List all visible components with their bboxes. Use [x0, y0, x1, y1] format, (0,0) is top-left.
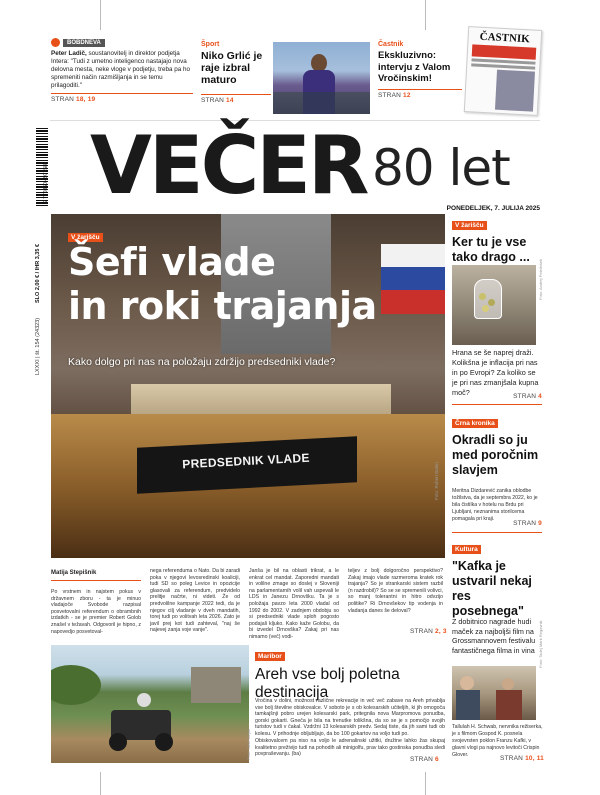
top-teaser-sport-photo: [273, 42, 370, 114]
side-prices-photo-credit: Foto: Andrej Petelinšek: [538, 258, 543, 300]
issue-vertical: LXXXI | št. 154 (24323): [35, 317, 41, 375]
side-story-prices[interactable]: [452, 214, 542, 265]
side-culture-page: STRAN 10, 11: [500, 755, 544, 762]
bottom-section: Maribor: [255, 652, 285, 661]
bottom-page-ref: STRAN 6: [410, 756, 439, 763]
side-crime-headline: Okradli so ju med poročnim slavjem: [452, 433, 539, 477]
teaser-sport-headline: Niko Grlić je raje izbral maturo: [201, 50, 263, 86]
lead-text-col4: teljev z bolj dolgoročno perspektivo? Zakaj imajo vlade razmeroma kratek rok trajanja? So je strankarski sistem razbil (n razdrobil)? So se se spremenili volivci, so manj tolerantni in hitro odvzijo politike? Ri Drnovšekov tip vodenja in vladanja danes še deloval?: [348, 568, 443, 614]
bottom-photo-credit: Foto: Sašo Bizjak: [246, 728, 251, 760]
lead-author: Matija Stepišnik: [51, 570, 97, 576]
lead-section-tag: V žarišču: [68, 226, 103, 244]
lead-photo-credit: Foto: Robert Balen: [434, 462, 439, 500]
side-culture-headline: "Kafka je ustvaril nekaj res posebnega": [452, 559, 532, 618]
castnik-front-page-thumbnail[interactable]: [464, 26, 542, 116]
top-teaser-sport[interactable]: [201, 41, 271, 104]
lead-subhead: Kako dolgo pri nas na položaju zdržijo predsedniki vlade?: [68, 356, 336, 368]
teaser-interview-bold: Peter Ladič,: [51, 50, 87, 57]
teaser-castnik-page: STRAN 12: [378, 89, 462, 99]
teaser-castnik-headline: Ekskluzivno: intervju z Valom Vročinskim!: [378, 50, 451, 84]
side-culture-text: Z dobitnico nagrade hudi maček za najboljši film na Grossmannovem festivalu fantastičnega filma in vina: [452, 617, 536, 655]
side-story-crime[interactable]: [452, 412, 542, 478]
barcode-number: 9 770350 497158: [43, 164, 49, 203]
teaser-castnik-section: Častnik: [378, 41, 404, 48]
side-prices-headline: Ker tu je vse tako drago ...: [452, 235, 530, 264]
castnik-logo: ČASTNIK: [479, 30, 531, 46]
bob-dneva-logo: BOBDNEVA: [51, 38, 193, 47]
side-prices-section: V žarišču: [452, 221, 487, 230]
lead-headline: Šefi vlade in roki trajanja: [68, 240, 377, 328]
bottom-text: Vročina v dolini, možnost različne rekreacije in več več zabave na Areh privablja vse bolj številne obiskovalce. V soboto je s ob kolesarskih učiteljih, ki jih omogoča tamkajšnji pobro urejen kolesarski park, pritegnila nova Marpromova ponudba, gorski gokarti. Gneča je bila na trenutke tolikšna, da so se je s pomočjo svojih turistov tudi v čakal. Vzdržni 13 kolesarskih predv. Sedaj tiste, da jih sami tudi ob kolesu. V prihodnje obljubljajo, da bo 100 gokartov na voljo tudi po.: [255, 698, 445, 737]
teaser-sport-section: Šport: [201, 41, 220, 48]
side-crime-text: Meritna Dizdarević zanika oblodbe tožilstva, da je septembra 2022, ko je bila čistilka v hotelu na Brdu pri Ljubljani, neznanima storilcema pomagala pri kraji.: [452, 488, 538, 522]
side-culture-section: Kultura: [452, 545, 481, 554]
masthead-date: PONEDELJEK, 7. JULIJA 2025: [446, 205, 540, 212]
lead-text-col3: Janša je bil na oblasti trikrat, a le enkrat cel mandat. Zaporedni mandati in volilne zmage so doslej v Sloveniji na parlamentarnih volil vah uspevali le LDS in Janezu Drnovšku. Ta je s položaja pavzo leta 2000 vladal od 1992 do 2002. V zadnjem obdobju so si predsedniki vlade sploh pogosto podajali kljuko. Kako kaže Golobu, da bi izvedel Drnovška? Zakaj pri nas nimamo (več) vodi-: [249, 568, 339, 640]
price-vertical: SLO 2,00 € / IHR 3,35 €: [35, 243, 41, 303]
teaser-sport-page: STRAN 14: [201, 94, 271, 104]
bottom-text2: Obiskovalcem pa niso na voljo le adrenalinski užitki, družine lahko žas skupaj kvalitetno preživijo tudi na pohodih ali minigolfu, prav tako gostinska ponudba sledi povpraševanju. (ba): [255, 738, 445, 758]
side-crime-section: Črna kronika: [452, 419, 498, 428]
teaser-interview-text: soustanovitelj in direktor podjetja Intera: "Tudi z umetno inteligenco nastajajo nova delovna mesta, neke vloge v podjetju, treba pa ho spremeniti način razmišljanja in se temu prilagoditi.": [51, 50, 190, 89]
side-crime-page: STRAN 9: [513, 520, 542, 527]
side-culture-text2: Tallulah H. Schwab, nervnika režiserka, je s filmom Gospod K. posnela svojevrsten poklon Franzu Kafki, v glavni vlogi pa najnovo levitoči Crispin Glover.: [452, 724, 543, 758]
bob-dneva-logo-icon: [51, 38, 60, 47]
lead-page-ref: STRAN 2, 3: [410, 628, 447, 635]
side-story-culture[interactable]: [452, 538, 544, 619]
side-culture-photo-credit: Foto: Tadej Mark Regovnik: [538, 620, 543, 668]
masthead-title: VEČER: [90, 119, 367, 212]
lead-text-col2: nega referenduma o Nato. Da bi zaradi poka v njegovi levosredinski koaliciji, tudi SD so poleg Levice in opozicije glasovali za referendum, predvidelo prelitje načrte, ni videti. Že od predvolilne kampanje 2022 tedi, da je njegov cilj vladanje v dveh mandatih, torej tudi po volitvah leta 2026. Zato je javil prej kot tudi zahteval, "naj še najevej zanja voje vanje".: [150, 568, 240, 634]
side-prices-photo: [452, 265, 536, 345]
bottom-photo[interactable]: [51, 645, 249, 763]
bottom-headline: Areh vse bolj poletna destinacija: [255, 666, 400, 701]
teaser-interview-page: STRAN 18, 19: [51, 93, 193, 103]
side-prices-text: Hrana se še naprej draži. Kolikšna je inflacija pri nas in po Evropi? Za koliko se je pri nas zmanjšala kupna moč?: [452, 348, 539, 397]
top-teaser-castnik[interactable]: [378, 41, 462, 99]
top-teaser-interview[interactable]: [51, 38, 193, 103]
bottom-story[interactable]: [255, 645, 445, 702]
lead-nameplate: PREDSEDNIK VLADE: [181, 450, 311, 472]
masthead-anniversary: 80 let: [372, 139, 510, 197]
side-culture-photo: [452, 666, 536, 720]
side-prices-page: STRAN 4: [513, 393, 542, 400]
lead-text-col1: Po vrstnem in najstem pokus v državnem zboru - ta je minuo vladajoče Svobode razpisal posvetovalni referendum o obrambnih izdatkih - se je premier Robert Golob znašel v težavah. Odgovoril je hipno, z napovedjo posvetoval-: [51, 589, 141, 635]
